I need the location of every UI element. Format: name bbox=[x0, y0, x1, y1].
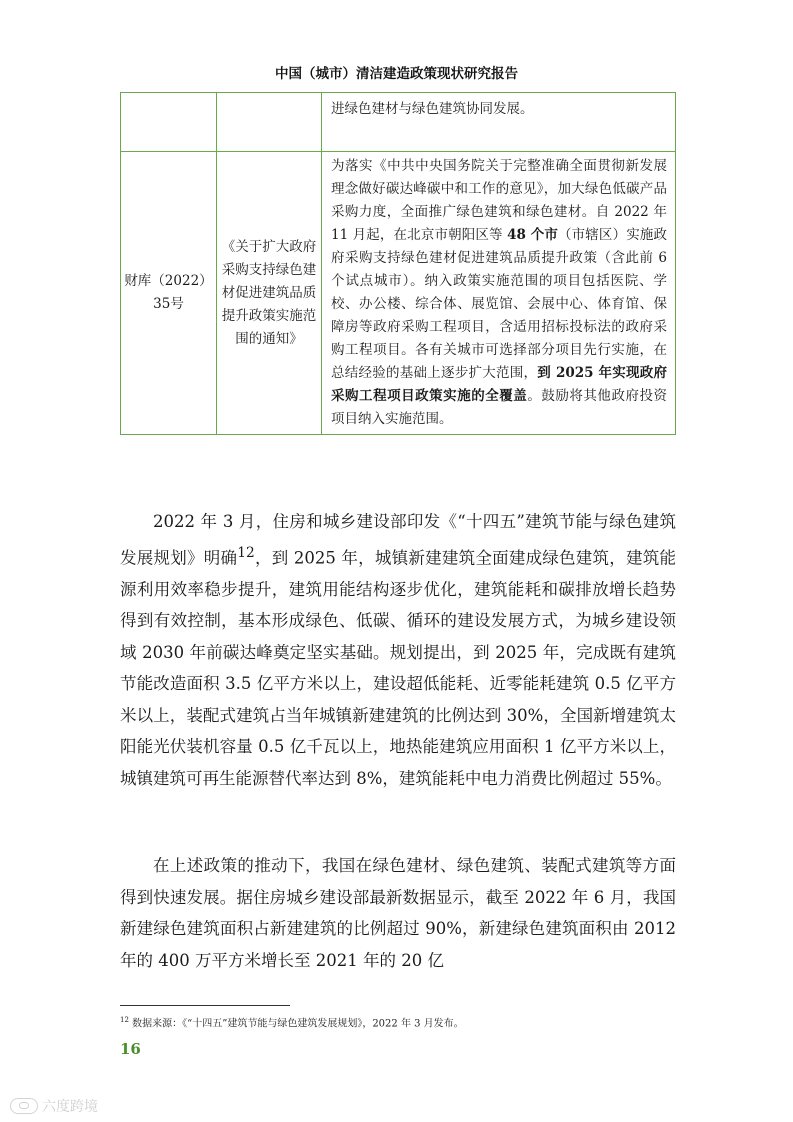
content-text: 。鼓励将其他政府投资项目纳入实施范围。 bbox=[331, 388, 668, 427]
policy-table bbox=[120, 92, 676, 435]
page-number: 16 bbox=[120, 1040, 141, 1058]
link-logo-icon bbox=[10, 1098, 38, 1114]
body-paragraph-2 bbox=[120, 850, 676, 976]
footnote-divider bbox=[120, 1005, 290, 1006]
table-row bbox=[121, 93, 676, 152]
body-paragraph-1 bbox=[120, 506, 676, 794]
table-cell-content: 进绿色建材与绿色建筑协同发展。 bbox=[322, 93, 676, 152]
table-cell-doc-number bbox=[121, 93, 217, 152]
content-text: （市辖区）实施政府采购支持绿色建材促进建筑品质提升政策（含此前 6 个试点城市）。纳入政策实施范围的项目包括医院、学校、办公楼、综合体、展览馆、会展中心、体育馆、保障房等政府采购工程项目，含适用招标投标法的政府采购工程项目。各有关城市可选择部分项目先行实施，在总结经验的基础上逐步扩大范围， bbox=[331, 227, 667, 381]
paragraph-text: ，到 2025 年，城镇新建建筑全面建成绿色建筑，建筑能源利用效率稳步提升，建筑用能结构逐步优化，建筑能耗和碳排放增长趋势得到有效控制，基本形成绿色、低碳、循环的建设发展方式，为城乡建设领域 2030 年前碳达峰奠定坚实基础。规划提出，到 2025 年，完成既有建筑节能改造面积 3.5 亿平方米以上，建设超低能耗、近零能耗建筑 0.5 亿平方米以上，装配式建筑占当年城镇新建建筑的比例达到 30%，全国新增建筑太阳能光伏装机容量 0.5 亿千瓦以上，地热能建筑应用面积 1 亿平方米以上，城镇建筑可再生能源替代率达到 8%，建筑能耗中电力消费比例超过 55%。 bbox=[120, 548, 677, 788]
watermark bbox=[10, 1096, 98, 1116]
table-cell-doc-title: 《关于扩大政府采购支持绿色建材促进建筑品质提升政策实施范围的通知》 bbox=[217, 152, 322, 435]
footnote-number: 12 bbox=[120, 1016, 129, 1024]
watermark-text: 六度跨境 bbox=[42, 1099, 98, 1115]
table-cell-doc-number: 财库（2022）35号 bbox=[121, 152, 217, 435]
paragraph-text: 在上述政策的推动下，我国在绿色建材、绿色建筑、装配式建筑等方面得到快速发展。据住房城乡建设部最新数据显示，截至 2022 年 6 月，我国新建绿色建筑面积占新建建筑的比例超过 90%，新建绿色建筑面积由 2012 年的 400 万平方米增长至 2021 年的 20 亿 bbox=[120, 856, 676, 970]
table-cell-doc-title bbox=[217, 93, 322, 152]
content-text: 为落实《中共中央国务院关于完整准确全面贯彻新发展理念做好碳达峰碳中和工作的意见》，加大绿色低碳产品采购力度，全面推广绿色建筑和绿色建材。自 2022 年 11 月起，在北京市朝阳区等 bbox=[331, 158, 667, 243]
footnote-ref[interactable]: 12 bbox=[237, 544, 255, 561]
content-bold-text: 到 2025 年实现政府采购工程项目政策实施的全覆盖 bbox=[331, 365, 667, 404]
table-row bbox=[121, 152, 676, 435]
page-header: 中国（城市）清洁建造政策现状研究报告 bbox=[275, 66, 518, 82]
paragraph-text: 2022 年 3 月，住房和城乡建设部印发《“十四五”建筑节能与绿色建筑发展规划》明确 bbox=[120, 512, 676, 567]
footnote bbox=[120, 1013, 676, 1031]
table-cell-content bbox=[322, 152, 676, 435]
content-bold-text: 48 个市 bbox=[507, 227, 559, 243]
footnote-text: 数据来源：《“十四五”建筑节能与绿色建筑发展规划》，2022 年 3 月发布。 bbox=[128, 1018, 464, 1030]
